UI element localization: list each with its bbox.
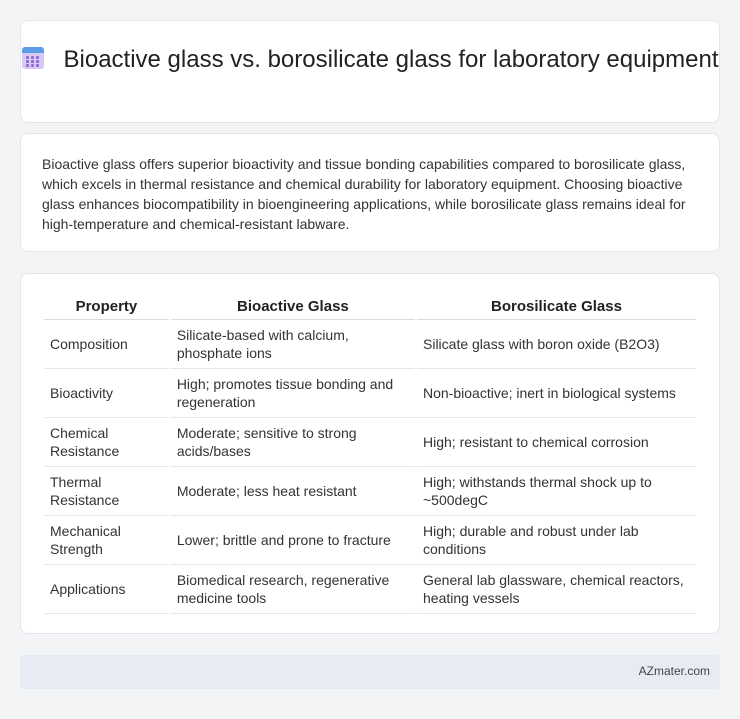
table-row <box>44 369 696 418</box>
table-row <box>44 418 696 467</box>
cell-bioactive: Biomedical research, regenerative medicine tools <box>171 565 415 614</box>
comparison-card <box>20 273 720 634</box>
calendar-icon <box>22 47 44 69</box>
summary-text: Bioactive glass offers superior bioactivity and tissue bonding capabilities compared to borosilicate glass, which excels in thermal resistance and chemical durability for laboratory equipment. Choosing bioactive glass enhances biocompatibility in bioengineering applications, while borosilicate glass remains ideal for high-temperature and chemical-resistant labware. <box>42 156 686 232</box>
cell-bioactive: Moderate; less heat resistant <box>171 467 415 516</box>
cell-borosilicate: High; withstands thermal shock up to ~500degC <box>417 467 696 516</box>
table-row <box>44 467 696 516</box>
cell-property: Composition <box>44 320 169 369</box>
cell-property: Bioactivity <box>44 369 169 418</box>
comparison-table <box>42 294 698 614</box>
cell-property: Thermal Resistance <box>44 467 169 516</box>
cell-bioactive: Moderate; sensitive to strong acids/bases <box>171 418 415 467</box>
cell-bioactive: Silicate-based with calcium, phosphate ions <box>171 320 415 369</box>
cell-property: Mechanical Strength <box>44 516 169 565</box>
cell-borosilicate: High; resistant to chemical corrosion <box>417 418 696 467</box>
cell-bioactive: High; promotes tissue bonding and regeneration <box>171 369 415 418</box>
table-row <box>44 516 696 565</box>
title-card <box>20 20 720 123</box>
summary-card <box>20 133 720 252</box>
cell-borosilicate: Silicate glass with boron oxide (B2O3) <box>417 320 696 369</box>
cell-borosilicate: General lab glassware, chemical reactors, heating vessels <box>417 565 696 614</box>
table-header-row <box>44 294 696 320</box>
cell-property: Chemical Resistance <box>44 418 169 467</box>
page-title-wrap <box>21 45 719 74</box>
table-row <box>44 565 696 614</box>
footer <box>20 655 720 689</box>
column-header-borosilicate: Borosilicate Glass <box>417 294 696 320</box>
table-row <box>44 320 696 369</box>
footer-brand: AZmater.com <box>638 664 710 678</box>
page-title: Bioactive glass vs. borosilicate glass for laboratory equipment <box>63 46 719 73</box>
cell-borosilicate: Non-bioactive; inert in biological systems <box>417 369 696 418</box>
cell-bioactive: Lower; brittle and prone to fracture <box>171 516 415 565</box>
cell-property: Applications <box>44 565 169 614</box>
column-header-bioactive: Bioactive Glass <box>171 294 415 320</box>
column-header-property: Property <box>44 294 169 320</box>
cell-borosilicate: High; durable and robust under lab conditions <box>417 516 696 565</box>
